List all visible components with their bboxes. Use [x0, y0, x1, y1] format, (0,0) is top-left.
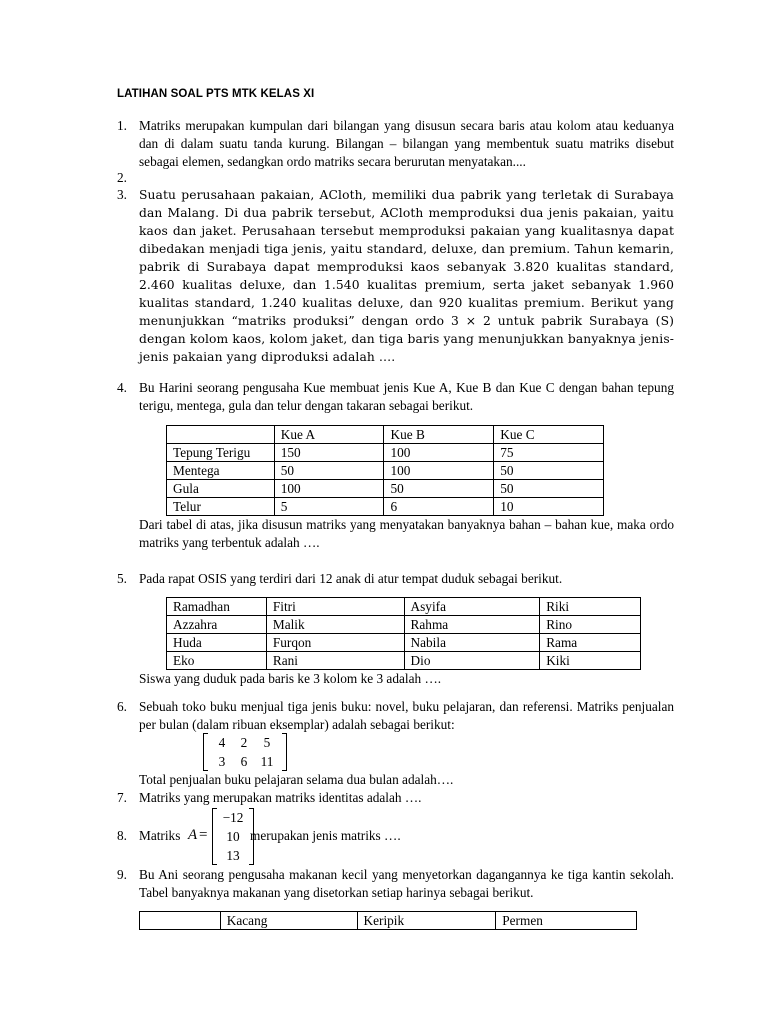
table-cell: Riki	[540, 598, 641, 616]
table-cell: 75	[494, 444, 604, 462]
matrix-entry: 2	[240, 735, 248, 750]
question-number: 5.	[117, 571, 127, 586]
table-cell: 50	[384, 480, 494, 498]
table-cell: Rino	[540, 616, 641, 634]
question-text: Matriks merupakan kumpulan dari bilangan yang disusun secara baris atau kolom atau keduanya dan di dalam suatu tanda kurung. Bilangan – bilangan yang membentuk suatu matriks disebut sebagai elemen, sedangkan ordo matriks secara berurutan menyatakan....	[139, 118, 674, 169]
table-cell: Tepung Terigu	[167, 444, 275, 462]
table-cell: Fitri	[266, 598, 404, 616]
question-1	[117, 117, 674, 171]
table-cell: Mentega	[167, 462, 275, 480]
question-number: 9.	[117, 867, 127, 882]
table-cell: 150	[274, 444, 384, 462]
table-row	[167, 498, 604, 516]
question-text: Pada rapat OSIS yang terdiri dari 12 anak di atur tempat duduk sebagai berikut.	[139, 571, 563, 586]
matrix-entry: −12	[222, 810, 244, 825]
question-4	[117, 379, 674, 415]
table-header-row	[140, 912, 637, 930]
table-row	[167, 462, 604, 480]
table-cell: Azzahra	[167, 616, 267, 634]
table-cell: Nabila	[404, 634, 540, 652]
question-3	[117, 186, 674, 366]
table-header-cell: Kue A	[274, 426, 384, 444]
column-matrix	[212, 808, 254, 865]
question-7	[117, 789, 674, 807]
matrix-entries	[217, 808, 249, 865]
question-number: 8.	[117, 828, 127, 843]
table-header-cell: Kue B	[384, 426, 494, 444]
matrix-entries	[208, 733, 282, 771]
question-number: 2.	[117, 170, 127, 185]
table-header-cell	[140, 912, 221, 930]
matrix-entry: 6	[240, 754, 248, 769]
table-row	[167, 616, 641, 634]
matrix-right-bracket	[282, 733, 287, 771]
question-number: 4.	[117, 380, 127, 395]
question-text: Matriks yang merupakan matriks identitas adalah ….	[139, 790, 422, 805]
table-row	[167, 652, 641, 670]
question-text: Sebuah toko buku menjual tiga jenis buku: novel, buku pelajaran, dan referensi. Matriks penjualan per bulan (dalam ribuan eksemplar) adalah sebagai berikut:	[139, 699, 674, 732]
table-cell: Malik	[266, 616, 404, 634]
matrix-entry: 5	[263, 735, 271, 750]
question-8-suffix: merupakan jenis matriks ….	[250, 828, 401, 843]
table-cell: Gula	[167, 480, 275, 498]
question-4-followup: Dari tabel di atas, jika disusun matriks yang menyatakan banyaknya bahan – bahan kue, maka ordo matriks yang terbentuk adalah ….	[139, 517, 674, 550]
question-6	[117, 698, 674, 734]
question-text: Suatu perusahaan pakaian, ACloth, memiliki dua pabrik yang terletak di Surabaya dan Malang. Di dua pabrik tersebut, ACloth memproduksi dua jenis pakaian, yaitu kaos dan jaket. Perusahaan tersebut memproduksi pakaian yang kualitasnya dapat dibedakan menjadi tiga jenis, yaitu standard, deluxe, dan premium. Tahun kemarin, pabrik di Surabaya dapat memproduksi kaos sebanyak 3.820 kualitas standard, 2.460 kualitas deluxe, dan 1.540 kualitas premium, serta jaket sebanyak 1.960 kualitas standard, 1.240 kualitas deluxe, dan 920 kualitas premium. Berikut yang menunjukkan “matriks produksi” dengan ordo 3 × 2 untuk pabrik Surabaya (S) dengan kolom kaos, kolom jaket, dan tiga baris yang menunjukkan banyaknya jenis-jenis pakaian yang diproduksi adalah ….	[139, 188, 674, 364]
table-cell: 5	[274, 498, 384, 516]
question-text: Bu Harini seorang pengusaha Kue membuat jenis Kue A, Kue B dan Kue C dengan bahan tepung terigu, mentega, gula dan telur dengan takaran sebagai berikut.	[139, 380, 674, 413]
matrix-entry: 11	[260, 754, 274, 769]
page-title: LATIHAN SOAL PTS MTK KELAS XI	[117, 88, 315, 100]
table-cell: Eko	[167, 652, 267, 670]
matrix-entry: 4	[218, 735, 226, 750]
table-row	[167, 444, 604, 462]
table-cell: Telur	[167, 498, 275, 516]
question-number: 3.	[117, 187, 127, 202]
table-cell: Dio	[404, 652, 540, 670]
question-6-followup: Total penjualan buku pelajaran selama dua bulan adalah….	[139, 772, 454, 787]
snacks-table	[139, 911, 637, 930]
table-header-row	[167, 426, 604, 444]
matrix-entry: 13	[226, 848, 240, 863]
table-cell: Rahma	[404, 616, 540, 634]
table-row	[167, 634, 641, 652]
equals-sign: =	[199, 827, 208, 843]
sales-matrix	[203, 733, 287, 771]
question-5-followup: Siswa yang duduk pada baris ke 3 kolom ke 3 adalah ….	[139, 671, 442, 686]
table-header-cell: Permen	[496, 912, 637, 930]
table-cell: Furqon	[266, 634, 404, 652]
table-cell: Kiki	[540, 652, 641, 670]
ingredients-table	[166, 425, 604, 516]
table-row	[167, 598, 641, 616]
table-cell: 50	[494, 480, 604, 498]
table-cell: Huda	[167, 634, 267, 652]
table-cell: Rani	[266, 652, 404, 670]
question-9	[117, 866, 674, 902]
table-cell: 50	[274, 462, 384, 480]
question-number: 6.	[117, 699, 127, 714]
table-cell: 50	[494, 462, 604, 480]
table-cell: Asyifa	[404, 598, 540, 616]
table-cell: 100	[384, 444, 494, 462]
table-cell: 6	[384, 498, 494, 516]
question-5	[117, 570, 674, 588]
table-cell: 100	[274, 480, 384, 498]
table-header-cell: Kacang	[220, 912, 357, 930]
question-text: Bu Ani seorang pengusaha makanan kecil yang menyetorkan dagangannya ke tiga kantin sekolah. Tabel banyaknya makanan yang disetorkan setiap harinya sebagai berikut.	[139, 867, 674, 900]
question-number: 7.	[117, 790, 127, 805]
matrix-entry: 3	[218, 754, 226, 769]
table-header-cell: Kue C	[494, 426, 604, 444]
table-row	[167, 480, 604, 498]
table-cell: Rama	[540, 634, 641, 652]
question-8-prefix: Matriks	[139, 828, 181, 843]
question-number: 1.	[117, 118, 127, 133]
matrix-entry: 10	[226, 829, 240, 844]
table-cell: Ramadhan	[167, 598, 267, 616]
seating-table	[166, 597, 641, 670]
matrix-variable: A	[188, 827, 198, 843]
table-cell: 10	[494, 498, 604, 516]
table-cell: 100	[384, 462, 494, 480]
table-header-cell	[167, 426, 275, 444]
table-header-cell: Keripik	[357, 912, 496, 930]
